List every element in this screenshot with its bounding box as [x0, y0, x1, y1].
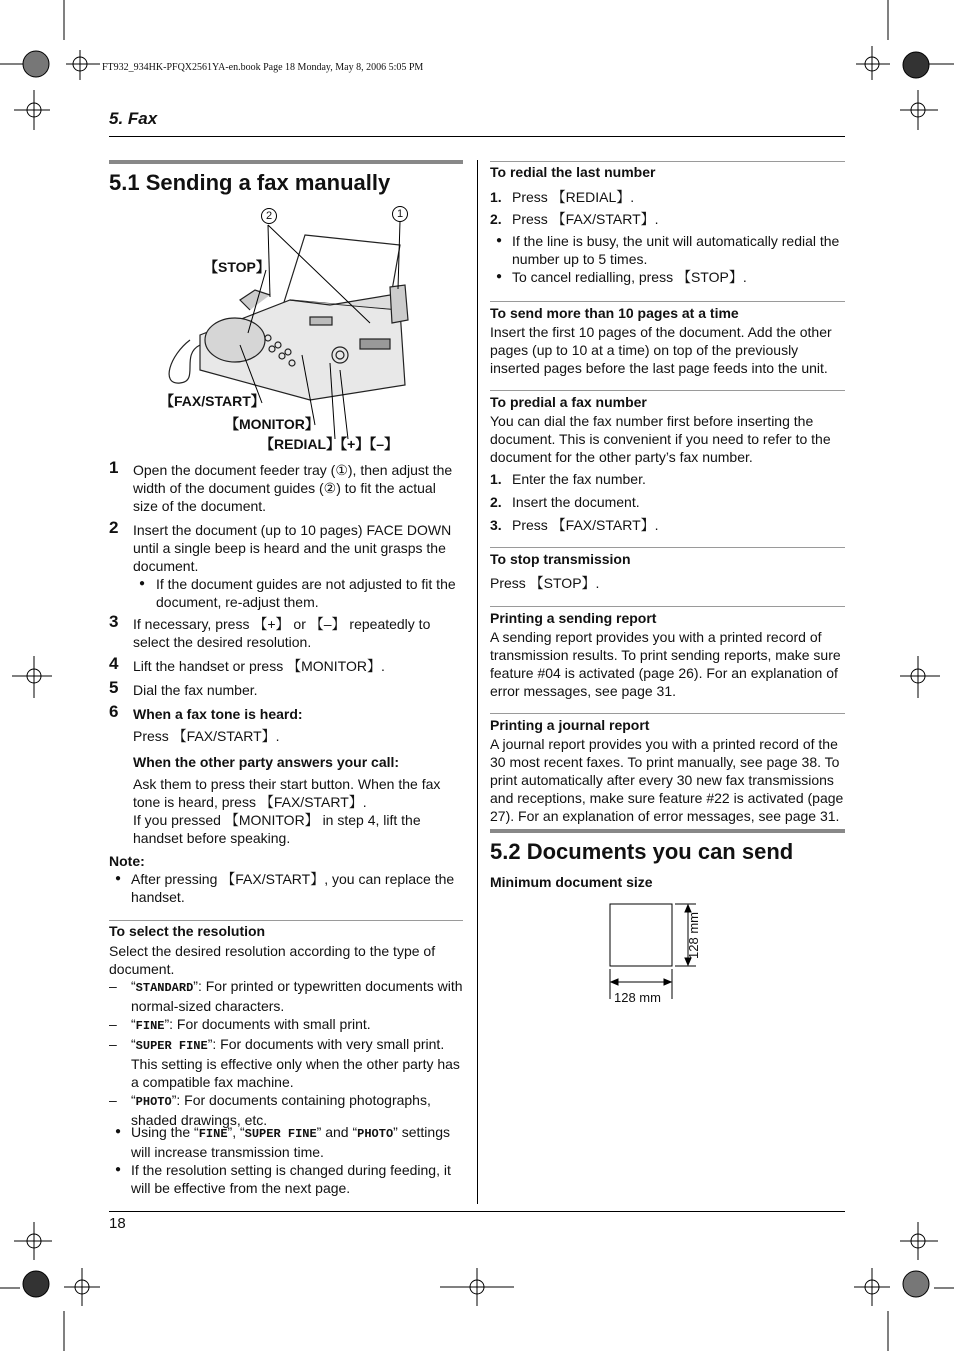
redial-step-1: 1. Press 【REDIAL】.: [490, 189, 635, 205]
step-6-press: Press 【FAX/START】.: [133, 728, 280, 744]
step-1-number: 1: [109, 458, 119, 477]
header-rule: [109, 136, 845, 137]
res-option-fine: – “FINE”: For documents with small print.: [109, 1015, 463, 1035]
label-redial-plus-minus: 【REDIAL】【+】【–】: [260, 436, 399, 452]
predial-steps: [490, 470, 845, 534]
step-1-text: Open the document feeder tray (①), then adjust the width of the document guides (②) to fit the actual size of the document.: [133, 462, 453, 514]
predial-step-3-text: Press 【FAX/START】.: [512, 517, 659, 533]
title-bar-5-2: [490, 829, 845, 833]
label-fax-start: 【FAX/START】: [160, 393, 265, 409]
more10-head: To send more than 10 pages at a time: [490, 305, 739, 321]
step-6: [109, 702, 463, 847]
res-code-standard: STANDARD: [135, 981, 194, 995]
journal-report-head: Printing a journal report: [490, 717, 650, 733]
step-6-text: When a fax tone is heard:: [133, 706, 303, 722]
title-bar: [109, 160, 463, 164]
res-text-super-fine: : For documents with very small print. This setting is effective only when the other party has a compatible fax machine.: [131, 1036, 460, 1090]
step-2-number: 2: [109, 518, 119, 537]
step-5-number: 5: [109, 678, 119, 697]
redial-step-2-text: Press 【FAX/START】.: [512, 211, 659, 227]
step-2-subnote: ● If the document guides are not adjusted to fit the document, re-adjust them.: [133, 575, 463, 611]
min-size-diagram: [600, 895, 720, 1005]
redial-step-2: 2. Press 【FAX/START】.: [490, 211, 659, 227]
sending-report-text: A sending report provides you with a printed record of transmission results. To print sending reports, make sure feature #04 is activated (page 26). For an explanation of error messages, see page 31.: [490, 629, 841, 699]
res-bullet-and: and: [321, 1124, 353, 1140]
label-monitor: 【MONITOR】: [225, 416, 319, 432]
redial-head: To redial the last number: [490, 164, 656, 180]
redial-bullet-2: ● To cancel redialling, press 【STOP】.: [490, 268, 845, 286]
predial-head: To predial a fax number: [490, 394, 647, 410]
divider-predial: [490, 390, 845, 391]
res-option-super-fine: – “SUPER FINE”: For documents with very small print. This setting is effective only when the other party has a compatible fax machine.: [109, 1035, 463, 1091]
redial-step-1-text: Press 【REDIAL】.: [512, 189, 635, 205]
step-6-other-text2: If you pressed 【MONITOR】 in step 4, lift the handset before speaking.: [133, 812, 421, 846]
step-6-other-text: Ask them to press their start button. When the fax tone is heard, press 【FAX/START】.: [133, 776, 441, 810]
dim-height-label: 128 mm: [685, 912, 701, 959]
resolution-intro: Select the desired resolution according to the type of document.: [109, 943, 436, 977]
callout-1: 1: [392, 206, 408, 222]
res-text-photo: : For documents containing photographs, shaded drawings, etc.: [131, 1092, 431, 1128]
step-4-text: Lift the handset or press 【MONITOR】.: [133, 658, 385, 674]
section-title-5-1: 5.1 Sending a fax manually: [109, 170, 391, 195]
resolution-head: To select the resolution: [109, 923, 266, 939]
divider-journal-report: [490, 713, 845, 714]
stop-head: To stop transmission: [490, 551, 631, 567]
step-5: [109, 678, 463, 699]
res-option-standard: – “STANDARD”: For printed or typewritten documents with normal-sized characters.: [109, 977, 463, 1015]
step-3-number: 3: [109, 612, 119, 631]
resolution-bullets: [109, 1123, 463, 1197]
step-2: [109, 518, 463, 611]
footer-rule: [109, 1211, 845, 1212]
divider-redial: [490, 161, 845, 162]
section-title-5-2: 5.2 Documents you can send: [490, 839, 794, 864]
res-code-super-fine: SUPER FINE: [135, 1039, 208, 1053]
divider-more10: [490, 301, 845, 302]
res-code-photo: PHOTO: [135, 1095, 172, 1109]
step-5-text: Dial the fax number.: [133, 682, 258, 698]
res-bullet-1: ● Using the “FINE”, “SUPER FINE” and “PHOTO” settings will increase transmission time.: [109, 1123, 463, 1161]
res-text-fine: : For documents with small print.: [169, 1016, 371, 1032]
min-size-head: Minimum document size: [490, 874, 653, 890]
note-head: Note:: [109, 853, 145, 869]
res-bullet-1-tail: settings will increase transmission time.: [131, 1124, 450, 1160]
redial-bullet-1: ● If the line is busy, the unit will automatically redial the number up to 5 times.: [490, 232, 845, 268]
divider-resolution: [109, 920, 463, 921]
file-meta-line: FT932_934HK-PFQX2561YA-en.book Page 18 Monday, May 8, 2006 5:05 PM: [102, 62, 424, 73]
sending-report-head: Printing a sending report: [490, 610, 657, 626]
redial-steps: [490, 188, 845, 286]
divider-stop: [490, 547, 845, 548]
step-6-number: 6: [109, 702, 119, 721]
step-3: [109, 612, 463, 651]
step-6-other-head: When the other party answers your call:: [133, 754, 400, 770]
column-divider: [477, 160, 478, 1204]
res-bullet-code-photo: PHOTO: [357, 1127, 394, 1141]
res-bullet-2: ● If the resolution setting is changed during feeding, it will be effective from the next page.: [109, 1161, 463, 1197]
step-4: [109, 654, 463, 675]
label-stop: 【STOP】: [204, 259, 270, 275]
callout-2: 2: [261, 208, 277, 224]
resolution-options: [109, 977, 463, 1129]
divider-sending-report: [490, 606, 845, 607]
res-bullet-code-fine: FINE: [198, 1127, 228, 1141]
predial-text: You can dial the fax number first before inserting the document. This is convenient if you need to refer to the document for the other party’s fax number.: [490, 413, 831, 465]
res-text-standard: : For printed or typewritten documents with normal-sized characters.: [131, 978, 463, 1014]
note-text: ● After pressing 【FAX/START】, you can replace the handset.: [109, 870, 461, 906]
res-bullet-1-lead: Using the: [131, 1124, 195, 1140]
res-bullet-code-super-fine: SUPER FINE: [244, 1127, 317, 1141]
stop-text: Press 【STOP】.: [490, 575, 600, 591]
journal-report-text: A journal report provides you with a printed record of the 30 most recent faxes. To print manually, see page 38. To print automatically after every 30 new fax transmissions and receptions, make sure feature #22 is activated (page 27). For an explanation of error messages, see page 31.: [490, 736, 844, 824]
step-3-text: If necessary, press 【+】 or 【–】 repeatedly to select the desired resolution.: [133, 616, 431, 650]
more10-text: Insert the first 10 pages of the document. Add the other pages (up to 10 at a time) on top of the previously inserted pages before the last page feeds into the unit.: [490, 324, 832, 376]
res-option-photo: – “PHOTO”: For documents containing photographs, shaded drawings, etc.: [109, 1091, 463, 1129]
predial-step-1: 1. Enter the fax number.: [490, 471, 646, 487]
step-4-number: 4: [109, 654, 119, 673]
res-bullet-sep: ,: [232, 1124, 240, 1140]
predial-step-2-text: Insert the document.: [512, 494, 640, 510]
page-number: 18: [109, 1215, 126, 1232]
section-header: 5. Fax: [109, 109, 158, 128]
step-2-text: Insert the document (up to 10 pages) FACE DOWN until a single beep is heard and the unit grasps the document.: [133, 522, 452, 574]
predial-step-2: 2. Insert the document.: [490, 494, 640, 510]
predial-step-1-text: Enter the fax number.: [512, 471, 646, 487]
step-1: [109, 458, 463, 515]
res-code-fine: FINE: [135, 1019, 165, 1033]
predial-step-3: 3. Press 【FAX/START】.: [490, 517, 659, 533]
dim-width-label: 128 mm: [614, 990, 661, 1005]
